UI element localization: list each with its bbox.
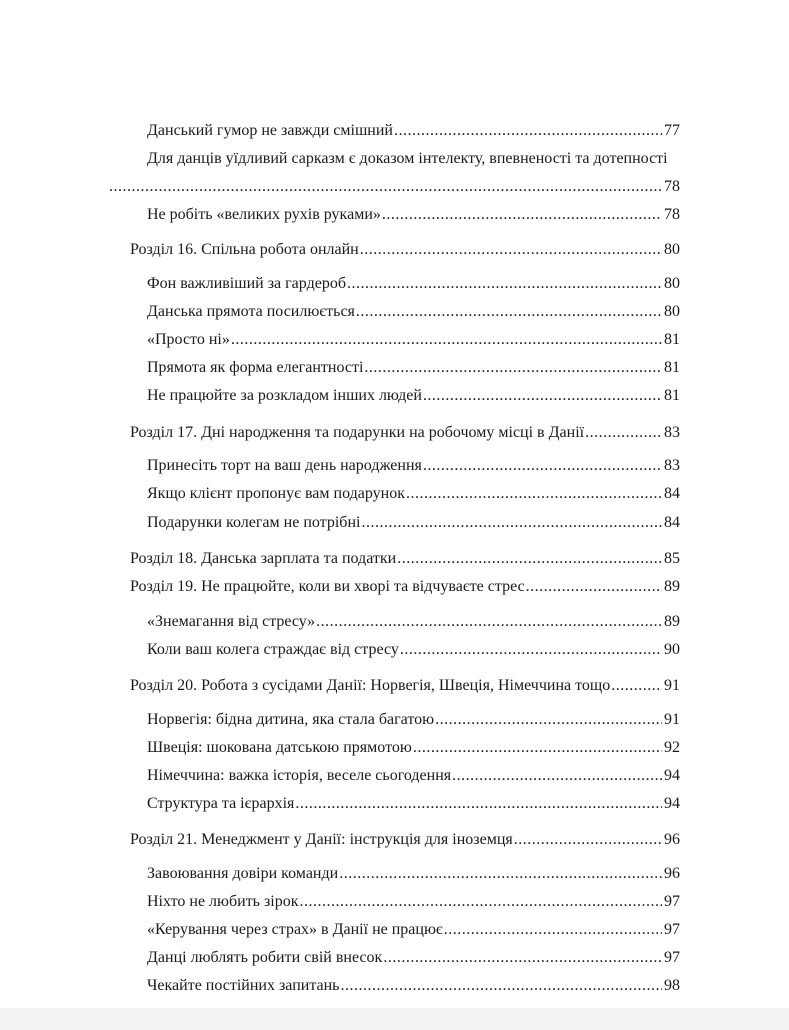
toc-entry[interactable] bbox=[147, 330, 680, 350]
toc-chapter-page: 96 bbox=[664, 831, 680, 848]
dot-leader bbox=[295, 794, 662, 814]
toc-chapter-title: Розділ 18. Данська зарплата та податки bbox=[130, 550, 397, 567]
toc-entry-title: «Просто ні» bbox=[147, 331, 230, 348]
toc-entry-page: 84 bbox=[664, 485, 680, 502]
toc-entry-page: 97 bbox=[664, 893, 680, 910]
dot-leader bbox=[423, 456, 662, 476]
toc-entry[interactable] bbox=[147, 948, 680, 968]
toc-entry[interactable] bbox=[147, 710, 680, 730]
toc-entry-title: Данці люблять робити свій внесок bbox=[147, 949, 383, 966]
page-bottom-edge bbox=[0, 1008, 789, 1030]
dot-leader bbox=[423, 386, 662, 406]
toc-entry-page: 78 bbox=[664, 206, 680, 223]
toc-chapter-title: Розділ 19. Не працюйте, коли ви хворі та відчуваєте стрес bbox=[130, 578, 525, 595]
toc-entry-title: Данський гумор не завжди смішний bbox=[147, 122, 393, 139]
toc-entry[interactable] bbox=[147, 302, 680, 322]
dot-leader bbox=[356, 302, 662, 322]
toc-entry-page: 89 bbox=[664, 613, 680, 630]
toc-entry-page: 91 bbox=[664, 711, 680, 728]
toc-entry-page: 96 bbox=[664, 865, 680, 882]
dot-leader bbox=[347, 274, 662, 294]
toc-entry-title: «Керування через страх» в Данії не працює bbox=[147, 921, 443, 938]
toc-entry-title-wrapped[interactable]: Для данців уїдливий сарказм є доказом інтелекту, впевненості та дотепності bbox=[147, 150, 668, 167]
toc-entry-title: «Знемагання від стресу» bbox=[147, 613, 316, 630]
toc-chapter-page: 91 bbox=[664, 677, 680, 694]
dot-leader bbox=[339, 864, 662, 884]
toc-entry-title: Швеція: шокована датською прямотою bbox=[147, 739, 412, 756]
toc-entry[interactable] bbox=[147, 794, 680, 814]
dot-leader bbox=[406, 484, 662, 504]
toc-chapter-title: Розділ 16. Спільна робота онлайн bbox=[130, 241, 359, 258]
toc-entry-title: Фон важливіший за гардероб bbox=[147, 275, 346, 292]
toc-entry-page: 81 bbox=[664, 359, 680, 376]
dot-leader bbox=[585, 423, 662, 443]
dot-leader bbox=[231, 330, 662, 350]
dot-leader bbox=[611, 676, 662, 696]
dot-leader bbox=[300, 892, 662, 912]
toc-chapter-title: Розділ 21. Менеджмент у Данії: інструкція для іноземця bbox=[130, 831, 513, 848]
toc-entry-page: 98 bbox=[664, 977, 680, 994]
toc-entry-title: Якщо клієнт пропонує вам подарунок bbox=[147, 485, 405, 502]
toc-entry-title: Завоювання довіри команди bbox=[147, 865, 339, 882]
toc-chapter[interactable] bbox=[130, 830, 680, 850]
toc-entry-title: Чекайте постійних запитань bbox=[147, 977, 340, 994]
toc-entry-title: Не працюйте за розкладом інших людей bbox=[147, 387, 422, 404]
dot-leader bbox=[361, 513, 662, 533]
toc-entry-title: Подарунки колегам не потрібні bbox=[147, 514, 361, 531]
dot-leader bbox=[413, 738, 662, 758]
toc-chapter-page: 83 bbox=[664, 424, 680, 441]
toc-entry-page: 77 bbox=[664, 122, 680, 139]
dot-leader bbox=[340, 976, 662, 996]
dot-leader bbox=[397, 549, 662, 569]
toc-entry[interactable] bbox=[147, 892, 680, 912]
dot-leader bbox=[394, 121, 662, 141]
toc-entry-page: 92 bbox=[664, 739, 680, 756]
dot-leader bbox=[316, 612, 662, 632]
toc-entry[interactable] bbox=[147, 484, 680, 504]
toc-entry-page: 97 bbox=[664, 949, 680, 966]
toc-entry-title: Коли ваш колега страждає від стресу bbox=[147, 641, 399, 658]
toc-entry-title: Принесіть торт на ваш день народження bbox=[147, 457, 422, 474]
toc-entry[interactable] bbox=[147, 513, 680, 533]
toc-entry-page: 94 bbox=[664, 795, 680, 812]
toc-entry-page: 83 bbox=[664, 457, 680, 474]
dot-leader bbox=[364, 358, 662, 378]
toc-entry-page: 81 bbox=[664, 387, 680, 404]
toc-chapter-page: 89 bbox=[664, 578, 680, 595]
toc-entry[interactable] bbox=[147, 920, 680, 940]
toc-entry-page: 81 bbox=[664, 331, 680, 348]
toc-entry[interactable] bbox=[147, 612, 680, 632]
toc-entry-page: 94 bbox=[664, 767, 680, 784]
toc-entry-page: 90 bbox=[664, 641, 680, 658]
dot-leader bbox=[452, 766, 662, 786]
toc-entry-title: Ніхто не любить зірок bbox=[147, 893, 299, 910]
toc-entry-title: Прямота як форма елегантності bbox=[147, 359, 364, 376]
toc-chapter[interactable] bbox=[130, 240, 680, 260]
toc-entry[interactable] bbox=[147, 976, 680, 996]
toc-entry-continuation[interactable] bbox=[109, 177, 680, 197]
toc-chapter[interactable] bbox=[130, 549, 680, 569]
dot-leader bbox=[382, 205, 662, 225]
dot-leader bbox=[360, 240, 662, 260]
toc-entry-title: Німеччина: важка історія, веселе сьогодення bbox=[147, 767, 452, 784]
toc-entry[interactable] bbox=[147, 121, 680, 141]
toc-chapter-page: 80 bbox=[664, 241, 680, 258]
toc-chapter-title: Розділ 17. Дні народження та подарунки на робочому місці в Данії bbox=[130, 424, 585, 441]
dot-leader bbox=[383, 948, 662, 968]
toc-entry-page: 78 bbox=[664, 178, 680, 195]
toc-chapter-title: Розділ 20. Робота з сусідами Данії: Норвегія, Швеція, Німеччина тощо bbox=[130, 677, 611, 694]
toc-entry[interactable] bbox=[147, 640, 680, 660]
toc-entry[interactable] bbox=[147, 864, 680, 884]
toc-entry-title: Данська прямота посилюється bbox=[147, 303, 355, 320]
toc-entry-title: Норвегія: бідна дитина, яка стала багатою bbox=[147, 711, 435, 728]
toc-entry[interactable] bbox=[147, 386, 680, 406]
toc-entry[interactable] bbox=[147, 274, 680, 294]
dot-leader bbox=[435, 710, 662, 730]
toc-entry-page: 80 bbox=[664, 275, 680, 292]
toc-entry[interactable] bbox=[147, 358, 680, 378]
toc-chapter-page: 85 bbox=[664, 550, 680, 567]
toc-entry[interactable] bbox=[147, 738, 680, 758]
toc-entry[interactable] bbox=[147, 205, 680, 225]
toc-chapter[interactable] bbox=[130, 577, 680, 597]
dot-leader bbox=[526, 577, 662, 597]
toc-chapter[interactable] bbox=[130, 676, 680, 696]
dot-leader bbox=[400, 640, 662, 660]
toc-entry-title: Структура та ієрархія bbox=[147, 795, 295, 812]
toc-chapter[interactable] bbox=[130, 423, 680, 443]
toc-entry-page: 97 bbox=[664, 921, 680, 938]
toc-entry[interactable] bbox=[147, 456, 680, 476]
dot-leader bbox=[514, 830, 662, 850]
toc-entry-page: 84 bbox=[664, 514, 680, 531]
toc-entry-page: 80 bbox=[664, 303, 680, 320]
toc-entry-title: Не робіть «великих рухів руками» bbox=[147, 206, 381, 223]
dot-leader bbox=[444, 920, 662, 940]
dot-leader bbox=[109, 177, 662, 197]
toc-entry[interactable] bbox=[147, 766, 680, 786]
